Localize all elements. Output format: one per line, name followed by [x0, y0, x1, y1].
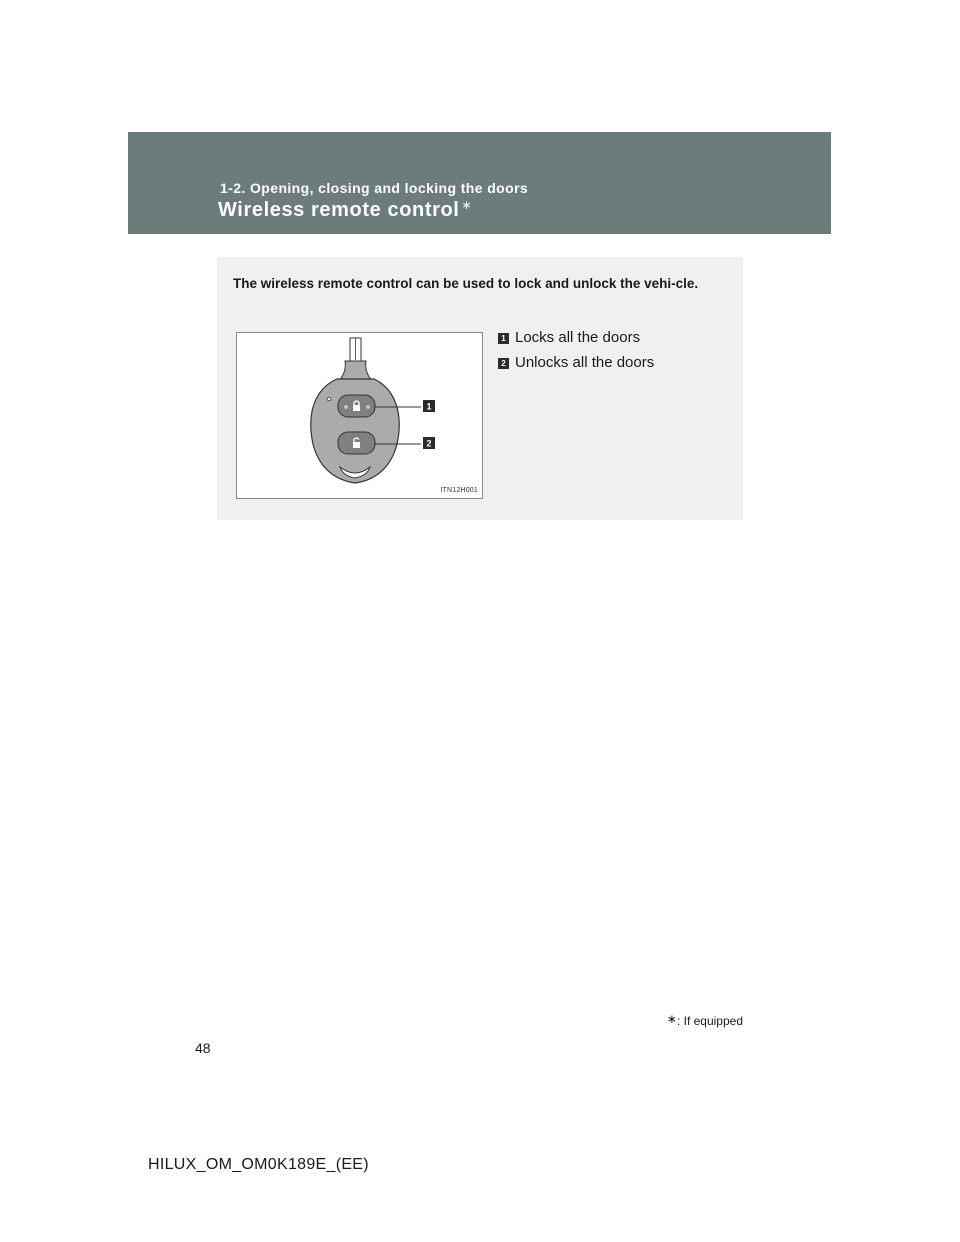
remote-key-illustration — [237, 333, 484, 500]
callout-1-number: 1 — [426, 401, 432, 412]
figure-code: ITN12H001 — [440, 487, 478, 494]
remote-key-figure — [236, 332, 483, 499]
page-number: 48 — [195, 1040, 211, 1056]
manual-id: HILUX_OM_OM0K189E_(EE) — [148, 1156, 369, 1173]
legend-number: 1 — [498, 333, 509, 344]
legend-label: Locks all the doors — [515, 329, 641, 346]
indicator-light — [327, 397, 331, 401]
unlock-icon-body — [353, 442, 360, 448]
footnote — [630, 1012, 743, 1028]
content-box — [217, 257, 743, 520]
footnote-text: : If equipped — [676, 1014, 743, 1028]
legend-number: 2 — [498, 358, 509, 369]
legend-item-unlock — [498, 353, 654, 378]
header-band — [128, 132, 831, 234]
legend — [498, 328, 654, 378]
section-label: 1-2. Opening, closing and locking the doors — [220, 180, 529, 196]
page-title-text: Wireless remote control — [218, 199, 460, 221]
page-title — [218, 198, 472, 222]
footnote-asterisk: ∗ — [666, 1012, 677, 1026]
intro-text: The wireless remote control can be used to lock and unlock the vehi-cle. — [233, 276, 699, 291]
lock-icon-body — [353, 405, 360, 411]
callout-2-number: 2 — [426, 438, 432, 449]
title-asterisk: ∗ — [461, 198, 473, 212]
legend-item-lock — [498, 328, 654, 353]
legend-label: Unlocks all the doors — [515, 354, 655, 371]
